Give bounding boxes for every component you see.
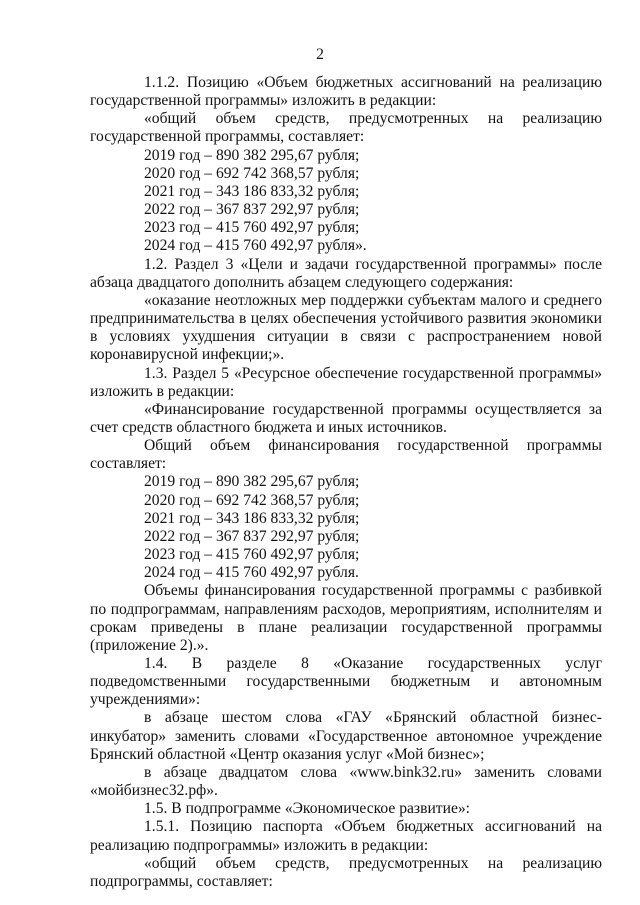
year-line: 2024 год – 415 760 492,97 рубля. bbox=[144, 564, 359, 582]
section-1-3-heading: 1.3. Раздел 5 «Ресурсное обеспечение государственной программы» изложить в редакции: bbox=[90, 364, 602, 400]
word: «www.bink32.ru» bbox=[349, 763, 462, 781]
word: реализацию bbox=[522, 854, 602, 872]
word: двадцатом bbox=[219, 763, 289, 781]
word: предусмотренных bbox=[348, 854, 469, 872]
section-1-3-financing: «Финансирование государственной программы осуществляется за счет средств областного бюджета и иных источников. bbox=[90, 400, 602, 436]
document-body bbox=[90, 74, 602, 891]
year-line: 2020 год – 692 742 368,57 рубля; bbox=[144, 164, 360, 182]
word: в bbox=[144, 763, 152, 781]
year-line: 2019 год – 890 382 295,67 рубля; bbox=[144, 473, 360, 491]
page-number: 2 bbox=[316, 46, 324, 63]
word: словами bbox=[547, 763, 602, 781]
year-line: 2021 год – 343 186 833,32 рубля; bbox=[144, 182, 360, 200]
word: государственной bbox=[397, 437, 509, 455]
year-line: 2019 год – 890 382 295,67 рубля; bbox=[144, 146, 360, 164]
word: Общий bbox=[144, 437, 192, 455]
word: заменить bbox=[474, 763, 535, 781]
word: «общий bbox=[144, 854, 197, 872]
section-1-5-1-line bbox=[90, 855, 602, 873]
word: финансирования bbox=[268, 437, 380, 455]
section-1-4-para1: в абзаце шестом слова «ГАУ «Брянский областной бизнес-инкубатор» заменить словами «Государственное автономное учреждение Брянский областной «Центр оказания услуг «Мой бизнес»; bbox=[90, 709, 602, 763]
year-line: 2021 год – 343 186 833,32 рубля; bbox=[144, 509, 360, 527]
section-1-4-para2-tail: «мойбизнес32.рф». bbox=[90, 782, 218, 800]
section-1-5-1-heading: 1.5.1. Позицию паспорта «Объем бюджетных ассигнований на реализацию подпрограммы» изложить в редакции: bbox=[90, 818, 602, 854]
word: объем bbox=[210, 437, 251, 455]
word: абзаце bbox=[163, 763, 207, 781]
word: объем bbox=[215, 854, 256, 872]
word: средств, bbox=[275, 854, 330, 872]
year-line: 2023 год – 415 760 492,97 рубля; bbox=[144, 546, 360, 564]
section-1-3-total-tail: составляет: bbox=[90, 455, 167, 473]
section-1-2-heading: 1.2. Раздел 3 «Цели и задачи государственной программы» после абзаца двадцатого дополнить абзацем следующего содержания: bbox=[90, 255, 602, 291]
year-line: 2020 год – 692 742 368,57 рубля; bbox=[144, 491, 360, 509]
word: слова bbox=[300, 763, 338, 781]
section-1-3-total-line bbox=[90, 437, 602, 455]
section-1-4-heading: 1.4. В разделе 8 «Оказание государственных услуг подведомственными государственными бюджетным и автономным учреждениями»: bbox=[90, 655, 602, 709]
section-1-1-2-years bbox=[90, 147, 602, 256]
section-1-3-years bbox=[90, 473, 602, 582]
word: на bbox=[487, 854, 504, 872]
section-1-2-text: «оказание неотложных мер поддержки субъектам малого и среднего предпринимательства в целях обеспечения устойчивого развития экономики в условиях ухудшения ситуации в связи с распространением новой коронавирусной инфекции;». bbox=[90, 291, 602, 364]
year-line: 2022 год – 367 837 292,97 рубля; bbox=[144, 527, 360, 545]
section-1-3-volumes: Объемы финансирования государственной программы с разбивкой по подпрограммам, направлениям расходов, мероприятиям, исполнителям и срокам приведены в плане реализации государственной программы (приложение 2).». bbox=[90, 582, 602, 654]
year-line: 2022 год – 367 837 292,97 рубля; bbox=[144, 201, 360, 219]
section-1-4-para2-line bbox=[90, 764, 602, 782]
section-1-5-heading: 1.5. В подпрограмме «Экономическое развитие»: bbox=[144, 800, 471, 818]
year-line: 2023 год – 415 760 492,97 рубля; bbox=[144, 219, 360, 237]
section-1-5-1-tail: подпрограммы, составляет: bbox=[90, 872, 273, 890]
word: программы bbox=[526, 437, 602, 455]
year-line: 2024 год – 415 760 492,97 рубля». bbox=[144, 237, 367, 255]
section-1-1-2-heading: 1.1.2. Позицию «Объем бюджетных ассигнований на реализацию государственной программы» изложить в редакции: bbox=[90, 74, 602, 110]
section-1-1-2-intro: «общий объем средств, предусмотренных на реализацию государственной программы, составляет: bbox=[90, 110, 602, 146]
